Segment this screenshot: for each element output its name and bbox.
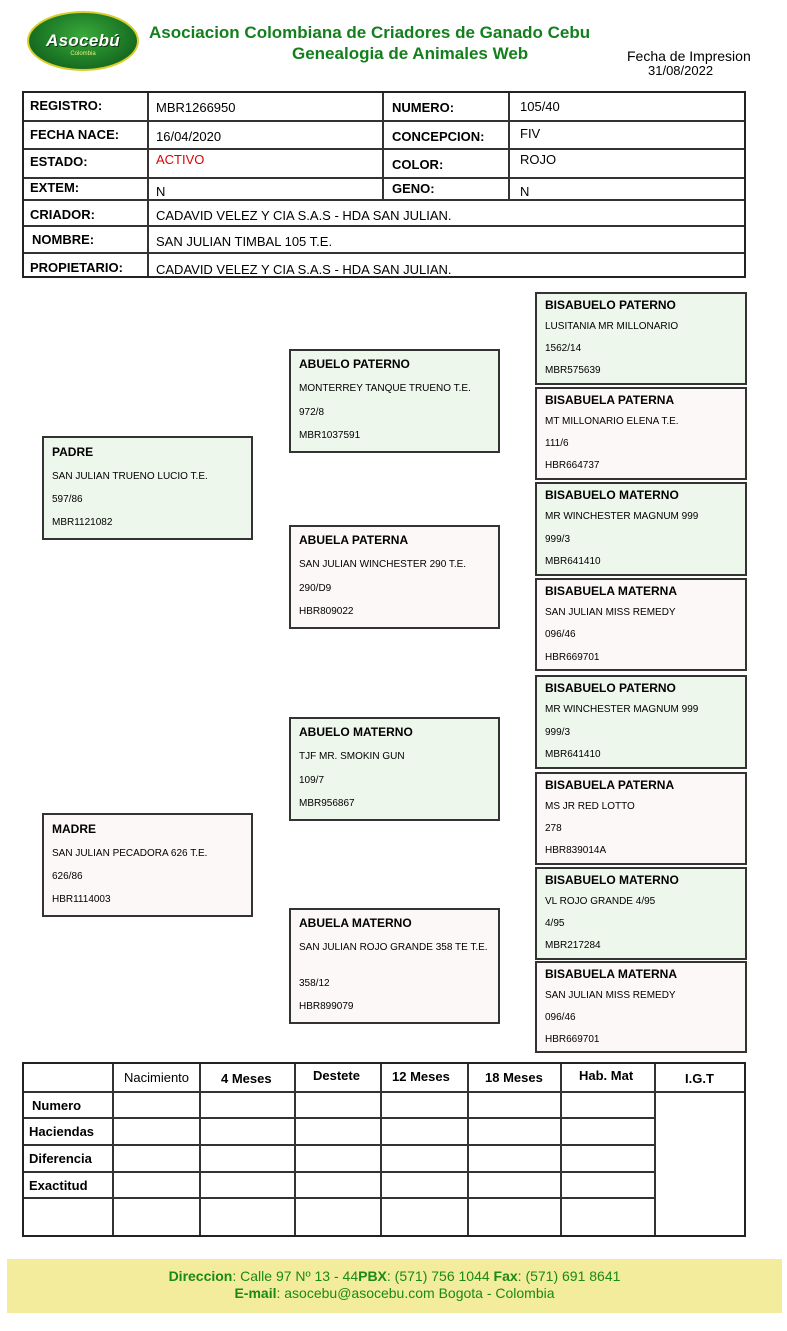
animal-name: TJF MR. SMOKIN GUN: [299, 751, 405, 762]
concepcion-value: FIV: [520, 126, 541, 141]
card-title: BISABUELO PATERNO: [545, 681, 676, 695]
animal-name: SAN JULIAN MISS REMEDY: [545, 990, 676, 1001]
column-header: 12 Meses: [392, 1069, 450, 1084]
animal-number: 999/3: [545, 534, 571, 545]
divider: [560, 1064, 562, 1235]
card-title: BISABUELA PATERNA: [545, 393, 675, 407]
animal-number: 358/12: [299, 978, 330, 989]
animal-name: MR WINCHESTER MAGNUM 999: [545, 704, 699, 715]
animal-name: VL ROJO GRANDE 4/95: [545, 896, 656, 907]
nombre-label: NOMBRE:: [32, 232, 95, 247]
bisabuelo-card: [535, 867, 747, 960]
print-date-label: Fecha de Impresion: [627, 48, 751, 64]
animal-registry: MBR1037591: [299, 430, 361, 441]
column-header: Hab. Mat: [579, 1068, 634, 1083]
criador-value: CADAVID VELEZ Y CIA S.A.S - HDA SAN JULIAN.: [156, 208, 452, 223]
card-title: BISABUELO MATERNO: [545, 873, 679, 887]
divider: [380, 1064, 382, 1235]
extem-value: N: [156, 184, 166, 199]
email-label: E-mail: [234, 1285, 277, 1301]
divider: [508, 93, 510, 199]
direccion-value: : Calle 97 Nº 13 - 44: [232, 1268, 359, 1284]
card-title: BISABUELA MATERNA: [545, 967, 677, 981]
divider: [24, 1171, 654, 1173]
divider: [24, 252, 744, 254]
pbx-label: PBX: [358, 1268, 387, 1284]
animal-name: MR WINCHESTER MAGNUM 999: [545, 511, 699, 522]
madre-card: [42, 813, 253, 917]
divider: [24, 225, 744, 227]
column-header: 18 Meses: [485, 1070, 543, 1085]
animal-name: MT MILLONARIO ELENA T.E.: [545, 416, 679, 427]
animal-number: 278: [545, 823, 562, 834]
page-subtitle: Genealogia de Animales Web: [292, 44, 529, 63]
performance-table: [22, 1062, 746, 1237]
geno-label: GENO:: [392, 181, 435, 196]
column-header: 4 Meses: [221, 1071, 272, 1086]
animal-number: 626/86: [52, 871, 83, 882]
propietario-label: PROPIETARIO:: [30, 260, 123, 275]
page-title: Asociacion Colombiana de Criadores de Ganado Cebu: [149, 23, 591, 42]
divider: [112, 1064, 114, 1235]
print-date-value: 31/08/2022: [648, 63, 714, 78]
animal-registry: MBR956867: [299, 798, 355, 809]
bisabuela-card: [535, 578, 747, 671]
row-label: Exactitud: [29, 1178, 88, 1193]
animal-name: SAN JULIAN PECADORA 626 T.E.: [52, 848, 208, 859]
divider: [24, 120, 744, 122]
animal-number: 1562/14: [545, 343, 582, 354]
column-header: Destete: [313, 1068, 360, 1083]
footer-address-line: [7, 1268, 782, 1284]
bisabuela-card: [535, 387, 747, 480]
logo-subtext: Colombia: [70, 51, 96, 57]
animal-name: MONTERREY TANQUE TRUENO T.E.: [299, 383, 471, 394]
propietario-value: CADAVID VELEZ Y CIA S.A.S - HDA SAN JULIAN.: [156, 262, 452, 277]
animal-registry: MBR641410: [545, 556, 601, 567]
divider: [24, 1091, 744, 1093]
logo-text: Asocebú: [46, 31, 120, 50]
animal-name: SAN JULIAN ROJO GRANDE 358 TE T.E.: [299, 942, 488, 953]
geno-value: N: [520, 184, 530, 199]
abuela-materna-card: [289, 908, 500, 1024]
animal-number: 111/6: [545, 438, 569, 449]
row-label: Numero: [32, 1098, 82, 1113]
divider: [147, 93, 149, 276]
animal-registry: HBR664737: [545, 460, 600, 471]
animal-name: SAN JULIAN MISS REMEDY: [545, 607, 676, 618]
animal-registry: HBR809022: [299, 606, 354, 617]
animal-registry: MBR575639: [545, 365, 601, 376]
animal-info-table: [22, 91, 746, 278]
divider: [24, 1117, 654, 1119]
divider: [24, 1197, 654, 1199]
bisabuela-card: [535, 961, 747, 1053]
padre-card: [42, 436, 253, 540]
divider: [24, 177, 744, 179]
animal-name: SAN JULIAN WINCHESTER 290 T.E.: [299, 559, 467, 570]
animal-number: 290/D9: [299, 583, 332, 594]
bisabuelo-card: [535, 675, 747, 769]
animal-number: 972/8: [299, 407, 325, 418]
animal-registry: HBR669701: [545, 652, 600, 663]
divider: [24, 199, 744, 201]
email-value[interactable]: : asocebu@asocebu.com Bogota - Colombia: [276, 1285, 555, 1301]
card-title: ABUELA PATERNA: [299, 533, 409, 547]
animal-registry: HBR1114003: [52, 894, 111, 905]
divider: [467, 1064, 469, 1235]
bisabuelo-card: [535, 482, 747, 576]
direccion-label: Direccion: [168, 1268, 233, 1284]
card-title: MADRE: [52, 822, 96, 836]
card-title: BISABUELA MATERNA: [545, 584, 677, 598]
estado-value: ACTIVO: [156, 152, 205, 167]
animal-registry: HBR839014A: [545, 845, 607, 856]
pbx-value: : (571) 756 1044: [386, 1268, 490, 1284]
registro-value: MBR1266950: [156, 100, 236, 115]
nombre-value: SAN JULIAN TIMBAL 105 T.E.: [156, 234, 333, 249]
column-header: I.G.T: [685, 1071, 714, 1086]
fecha-nace-label: FECHA NACE:: [30, 127, 120, 142]
divider: [382, 93, 384, 199]
animal-number: 109/7: [299, 775, 325, 786]
color-value: ROJO: [520, 152, 557, 167]
numero-label: NUMERO:: [392, 100, 455, 115]
divider: [24, 1144, 654, 1146]
registro-label: REGISTRO:: [30, 98, 103, 113]
bisabuela-card: [535, 772, 747, 865]
fax-value: : (571) 691 8641: [517, 1268, 621, 1284]
bisabuelo-card: [535, 292, 747, 385]
animal-name: LUSITANIA MR MILLONARIO: [545, 321, 679, 332]
footer-contact: [7, 1259, 782, 1313]
estado-label: ESTADO:: [30, 154, 88, 169]
footer-email-line: [7, 1285, 782, 1301]
card-title: BISABUELA PATERNA: [545, 778, 675, 792]
extem-label: EXTEM:: [30, 180, 80, 195]
animal-registry: MBR217284: [545, 940, 601, 951]
animal-number: 096/46: [545, 1012, 576, 1023]
animal-number: 999/3: [545, 727, 571, 738]
animal-number: 597/86: [52, 494, 83, 505]
animal-registry: HBR899079: [299, 1001, 354, 1012]
card-title: BISABUELO PATERNO: [545, 298, 676, 312]
abuela-paterna-card: [289, 525, 500, 629]
divider: [199, 1064, 201, 1235]
fecha-nace-value: 16/04/2020: [156, 129, 222, 144]
asocebu-logo: [27, 11, 139, 71]
card-title: ABUELO PATERNO: [299, 357, 410, 371]
card-title: BISABUELO MATERNO: [545, 488, 679, 502]
animal-name: SAN JULIAN TRUENO LUCIO T.E.: [52, 471, 208, 482]
row-label: Haciendas: [29, 1124, 95, 1139]
divider: [654, 1064, 656, 1235]
criador-label: CRIADOR:: [30, 207, 95, 222]
animal-number: 096/46: [545, 629, 576, 640]
column-header: Nacimiento: [124, 1070, 190, 1085]
divider: [294, 1064, 296, 1235]
animal-name: MS JR RED LOTTO: [545, 801, 635, 812]
row-label: Diferencia: [29, 1151, 92, 1166]
card-title: ABUELA MATERNO: [299, 916, 412, 930]
fax-label: Fax: [489, 1268, 518, 1284]
card-title: ABUELO MATERNO: [299, 725, 413, 739]
numero-value: 105/40: [520, 99, 560, 114]
abuelo-paterno-card: [289, 349, 500, 453]
divider: [24, 148, 744, 150]
animal-number: 4/95: [545, 918, 565, 929]
color-label: COLOR:: [392, 157, 444, 172]
abuelo-materno-card: [289, 717, 500, 821]
animal-registry: MBR641410: [545, 749, 601, 760]
card-title: PADRE: [52, 445, 94, 459]
concepcion-label: CONCEPCION:: [392, 129, 485, 144]
animal-registry: MBR1121082: [52, 517, 113, 528]
animal-registry: HBR669701: [545, 1034, 600, 1045]
